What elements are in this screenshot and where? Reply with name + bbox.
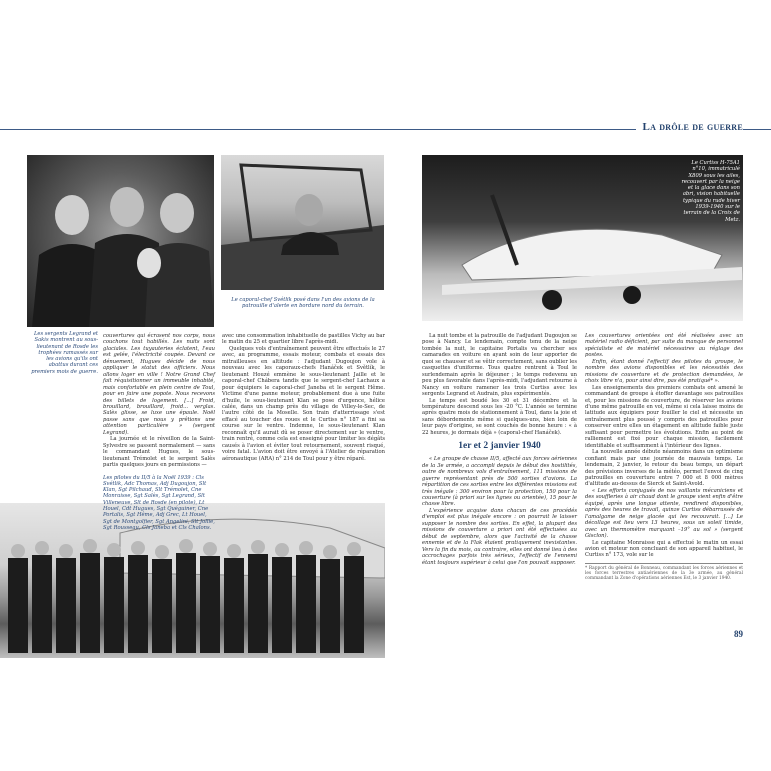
text-column-3 [422,333,577,566]
paragraph: Le temps est boudé les 30 et 31 décembre et la température descend sous les -20 °C. L'année se termine après quatre mois de stationnement à Toul, dans la joie et sans débordements même si quelques-uns, bien loin de leur pays d'origine, se sont couchés de bonne heure : « à 22 heures, je dormais déjà » (caporal-chef Hanáček). [422,397,577,436]
caption-photo-curtiss: Le Curtiss H-75A1 n°10, immatriculé X809 sous les ailes, recouvert par la neige et la glace dans son abri, vision habituelle typique du rude hiver 1939-1940 sur le terrain de la Croix de Metz. [681,160,740,223]
paragraph: « Les efforts conjugués de nos vaillants mécaniciens et des souffleries à air chaud dont le groupe vient enfin d'être équipé, après une longue attente, rendirent disponibles, après des heures de travail, quinze Curtiss débarrassés de l'amalgame de neige glacée qui les recouvrait. [...] Le décollage est lieu vers 13 heures, sous un soleil timide, avec un thermomètre marquant –19° au sol » (sergent Gisclon). [585,487,743,540]
caption-photo-cockpit: Le caporal-chef Svétlik posé dans l'un des avions de la patrouille d'alerte en bordure nord du terrain. [231,297,375,310]
section-subheading: 1er et 2 janvier 1940 [458,441,541,452]
page-number: 89 [734,629,743,639]
paragraph: Enfin, étant donné l'effectif des pilotes du groupe, le nombre des avions disponibles et les nécessités des missions de couverture et de protection demandées, le choix libre n'a, pour ainsi dire, pas été pratiqué* ». [585,358,743,385]
text-column-2 [222,333,385,462]
paragraph: couvertures qui écrasent nos corps, nous couchons tout habillés. Les nuits sont glaciales. Les tuyauteries éclatent, l'eau est gelée, l'électricité coupée. Devant ce dénuement, Hugues décide de nous appliquer le statut des officiers. Nous allons loger en ville ! Notre Grand Chef fait réquisitionner un immeuble inhabité, mais confortable en plein centre de Toul, pour en faire une popote. Nous recevons des billets de logement. [...] Froid, brouillard, brouillard, froid... verglas. Salès glisse, se luxe une épaule. Noël passe sans que nous y prêtions une attention particulière » (sergent Legrand). [103,333,215,436]
caption-side-sergeants: Les sergents Legrand et Sakis montrent au sous-lieutenant de Rosde les trophées ramassés sur les avions qu'ils ont abattus durant ces premiers mois de guerre. [31,331,98,375]
photo-sergeants-trophies [27,155,214,327]
paragraph: Le capitaine Monraisse qui a effectué le matin un essai avion et moteur non concluant de son appareil habituel, le Curtiss n° 173, vole sur le [585,539,743,559]
photo-sergeants-trophies-image [27,155,214,327]
paragraph: Les enseignements des premiers combats ont amené le commandant de groupe à étoffer davantage ses patrouilles et, pour les missions de couverture, de réserver les avions d'une même patrouille en vol, même si cela laisse moins de latitude aux équipiers pour fouiller le ciel et nécessite un entraînement plus poussé y compris des patrouilles pour conserver entre elles un étagement en altitude faible juste suffisant pour permettre les évolutions. Enfin au point de ralliement est fixé pour chaque mission, facilement identifiable et suffisamment à l'intérieur des lignes. [585,384,743,449]
paragraph: « Le groupe de chasse II/5, affecté aux forces aériennes de la 3e armée, a accompli depuis le début des hostilités, outre de nombreux vols d'entraînement, 111 missions de guerre représentant près de 500 sorties d'avions. La répartition de ces sorties entre les différentes missions est très inégale : 300 environ pour la protection, 150 pour la couverture (à priori sur les lignes ou orientée), 15 pour le chasse libre. [422,456,577,508]
chapter-title: La drôle de guerre [636,121,743,133]
paragraph: La journée et le réveillon de la Saint-Sylvestre se passent normalement — sans le commandant Hugues, le sous-lieutenant Trémolet et le sergent Salès partis quelques jours en permissions — [103,436,215,469]
paragraph: L'expérience acquise dans chacun de ces procédés d'emploi est plus inégale encore : on pourrait le laisser supposer le nombre des sorties. En effet, la plupart des missions de couverture a priori ont été effectuées au début de septembre, alors que l'activité de la chasse ennemie et de la Flak étaient pratiquement inexistantes. Vers la fin du mois, au contraire, elles ont donné lieu à des accrochages parfois très sérieux, l'effectif de l'ennemi étant toujours supérieur à celui que l'on pouvait supposer. [422,507,577,566]
text-column-4 [585,333,743,581]
paragraph: avec une consommation inhabituelle de pastilles Vichy au bar le matin du 25 et quartier libre l'après-midi. [222,333,385,346]
text-column-1 [103,333,215,531]
photo-pilot-cockpit [221,155,384,290]
photo-pilot-cockpit-image [221,155,384,290]
paragraph: La nuit tombe et la patrouille de l'adjudant Dugoujon se pose à Nancy. Le lendemain, compte tenu de la neige tombée la nuit, le capitaine Portalis va chercher ses camarades en voiture en ayant soin de leur apporter de quoi se chausser et se vêtir correctement, sans oublier les casquettes d'uniforme. Tous quatre rentrent à Toul le surlendemain après le déjeuner ; le temps redevenu un peu plus favorable dans l'après-midi, l'adjudant retourne à Nancy en voiture ramener les trois Curtiss avec les sergents Legrand et Audrain, plus expérimentés. [422,333,577,398]
caption-group-pilots: Les pilotes du II/5 à la Noël 1939 : Cls Svétlik, Adc Thomas, Adj Dugoujon, Slt Klan, Sgt Pilchaud, Slt Trémolet, Cne Monraisse, Sgt Salès, Sgt Legrand, Slt Villeneuve, Slt de Rosde (en pilote), Lt Houel, Cdt Hugues, Sgt Quéguiner, Cne Portalis, Sgt Hême, Adj Grec, Lt Houel, Sgt de Montgolfier, Sgt Angelini, Slt Jollie, Sgt Rousseau, Cls Janeba et Cls Chalons. [103,474,215,531]
paragraph: Quelques vols d'entraînement peuvent être effectués le 27 avec, au programme, essais moteur, combats et essais des mitrailleuses en altitude : l'adjudant Dugoujon vole à nouveau avec les caporaux-chefs Hanáček et Světlík, le lieutenant Houzé emmène le sous-lieutenant Jaille et le caporal-chef Chábera tandis que le sergent-chef Lachaux a pour équipiers le caporal-chef Janeba et le sergent Hême. Victime d'une panne moteur, probablement due à une fuite d'huile, le sous-lieutenant Klan se pose d'urgence, hélice calée, dans un champ près du village de Villey-le-Sec, de l'autre côté de la Moselle. Son train d'atterrissage s'est effacé au toucher des roues et le Curtiss n° 187 a fini sa course sur le ventre. Indemne, le sous-lieutenant Klan reconnaît qu'il aurait dû se poser directement sur le ventre, train rentré, comme cela est enseigné pour limiter les dégâts causés à l'avion et éviter tout retournement, souvent risqué, voire fatal. L'avion doit être envoyé à l'Atelier de réparation aéronautique (ARA) n° 214 de Toul pour y être réparé. [222,345,385,462]
footnote: * Rapport du général de Bonneau, commandant les forces aériennes et les forces terrestres antiaériennes de la 3e armée, au général commandant la Zone d'opérations aériennes Est, le 3 janvier 1940. [585,563,743,582]
paragraph: La nouvelle année débute néanmoins dans un optimisme confiant mais par une journée de mauvais temps. Le lendemain, 2 janvier, le retour du beau temps, un départ des prévisions inverses de la météo, permet l'envoi de cinq patrouilles en couverture entre 7 000 et 8 000 mètres d'altitude au-dessus de Sierck et Saint-Avold. [585,449,743,488]
paragraph: Les couvertures orientées ont été réalisées avec un matériel radio déficient, par suite du manque de personnel spécialiste et de matériel nécessaires au réglage des postes. [585,333,743,359]
